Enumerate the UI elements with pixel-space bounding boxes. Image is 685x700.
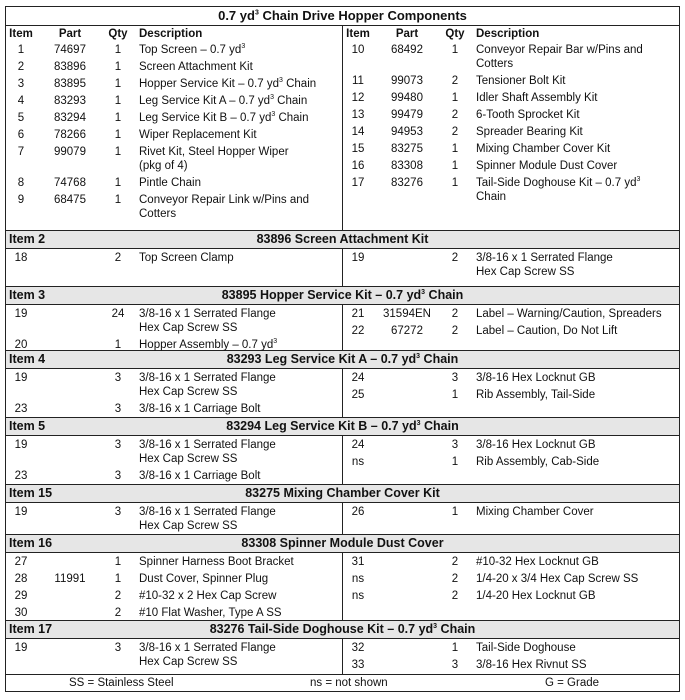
quantity: 2 [114,252,122,264]
right-column [343,639,679,674]
part-number: 99073 [391,75,423,87]
item-number: 19 [14,506,28,518]
description-line: Cotters [139,208,177,220]
part-number: 31594EN [383,308,431,320]
description-line: 3/8-16 x 1 Serrated Flange [476,252,613,264]
item-number: ns [351,456,365,468]
description-line: Hex Cap Screw SS [139,656,238,668]
right-column [343,553,679,620]
left-column [6,553,343,620]
section-item-label: Item 17 [9,622,53,636]
quantity: 1 [451,456,459,468]
description-line: Tail-Side Doghouse [476,642,576,654]
kit-section [6,485,679,535]
quantity: 2 [451,325,459,337]
section-title: 83308 Spinner Module Dust Cover [241,536,444,550]
description-line: Rivet Kit, Steel Hopper Wiper [139,146,289,158]
right-column [343,503,679,534]
item-number: 10 [351,44,365,56]
header-qty: Qty [108,28,128,40]
part-number: 74697 [54,44,86,56]
item-number: 6 [17,129,25,141]
section-header [6,621,679,639]
quantity: 3 [114,439,122,451]
description-line: Top Screen – 0.7 $yd^3$ [139,43,246,56]
quantity: 3 [114,506,122,518]
item-number: 7 [17,146,25,158]
legend-ns: ns = not shown [310,677,388,689]
kit-section [6,418,679,485]
quantity: 3 [451,439,459,451]
item-number: 23 [14,403,28,415]
description-line: Conveyor Repair Link w/Pins and [139,194,310,206]
legend-ss: SS = Stainless Steel [69,677,174,689]
section-title: 83895 Hopper Service Kit – 0.7 $yd^3$ Chain [221,288,464,302]
quantity: 3 [451,659,459,671]
kit-section [6,287,679,351]
description-line: 3/8-16 x 1 Serrated Flange [139,642,276,654]
quantity: 1 [114,177,122,189]
description-line: 1/4-20 x 3/4 Hex Cap Screw SS [476,573,639,585]
quantity: 1 [114,112,122,124]
description-line: Hex Cap Screw SS [139,520,238,532]
quantity: 1 [451,642,459,654]
left-column [6,436,343,484]
description-line: 3/8-16 Hex Locknut GB [476,372,596,384]
left-column [6,305,343,350]
part-number: 83308 [391,160,423,172]
description-line: Label – Warning/Caution, Spreaders [476,308,662,320]
section-header [6,287,679,305]
item-number: 11 [352,75,364,87]
page-title: 0.7 $yd^3$ Chain Drive Hopper Components [6,7,679,26]
quantity: 2 [451,556,459,568]
quantity: 3 [114,403,122,415]
header-part: Part [58,28,82,40]
item-number: 18 [14,252,28,264]
description-line: Label – Caution, Do Not Lift [476,325,618,337]
section-header [6,485,679,503]
quantity: 2 [451,75,459,87]
kit-section [6,351,679,418]
description-line: Tensioner Bolt Kit [476,75,566,87]
part-number: 67272 [391,325,423,337]
item-number: 24 [351,439,365,451]
description-line: Cotters [476,58,514,70]
right-column [343,305,679,350]
section-header [6,351,679,369]
section-title: 83294 Leg Service Kit B – 0.7 $yd^3$ Chain [226,419,459,433]
part-number: 99079 [54,146,86,158]
section-title: 83275 Mixing Chamber Cover Kit [245,486,440,500]
description-line: 3/8-16 x 1 Serrated Flange [139,372,276,384]
description-line: 6-Tooth Sprocket Kit [476,109,580,121]
part-number: 83293 [54,95,86,107]
quantity: 2 [451,126,459,138]
quantity: 24 [111,308,125,320]
description-line: Hex Cap Screw SS [139,453,238,465]
left-column [6,26,343,230]
description-line: Rib Assembly, Cab-Side [476,456,600,468]
quantity: 1 [114,61,122,73]
right-column [343,369,679,417]
item-number: 21 [351,308,365,320]
quantity: 2 [451,252,459,264]
description-line: Hopper Service Kit – 0.7 $yd^3$ Chain [139,77,317,90]
quantity: 1 [451,389,459,401]
item-number: 19 [14,372,28,384]
section-header [6,418,679,436]
section-title: 83896 Screen Attachment Kit [256,232,429,246]
description-line: 3/8-16 x 1 Serrated Flange [139,439,276,451]
item-number: 32 [351,642,365,654]
quantity: 2 [451,109,459,121]
description-line: Conveyor Repair Bar w/Pins and [476,44,643,56]
description-line: Leg Service Kit A – 0.7 $yd^3$ Chain [139,94,308,107]
quantity: 2 [451,573,459,585]
main-components-section [6,26,679,231]
description-line: 3/8-16 x 1 Serrated Flange [139,506,276,518]
quantity: 3 [451,372,459,384]
quantity: 1 [114,556,122,568]
item-number: 19 [14,642,28,654]
quantity: 2 [451,308,459,320]
description-line: 3/8-16 x 1 Serrated Flange [139,308,276,320]
quantity: 3 [114,470,122,482]
description-line: Spinner Module Dust Cover [476,160,618,172]
description-line: #10-32 Hex Locknut GB [476,556,599,568]
header-description: Description [476,28,540,40]
part-number: 68492 [391,44,423,56]
section-header [6,535,679,553]
item-number: 26 [351,506,365,518]
description-line: Rib Assembly, Tail-Side [476,389,596,401]
quantity: 1 [451,44,459,56]
description-line: Hex Cap Screw SS [139,322,238,334]
description-line: Mixing Chamber Cover Kit [476,143,611,155]
description-line: Dust Cover, Spinner Plug [139,573,269,585]
left-column [6,369,343,417]
quantity: 1 [114,194,122,206]
item-number: ns [351,573,365,585]
section-item-label: Item 16 [9,536,53,550]
description-line: Leg Service Kit B – 0.7 $yd^3$ Chain [139,111,309,124]
description-line: Spinner Harness Boot Bracket [139,556,294,568]
item-number: 8 [17,177,25,189]
header-part: Part [395,28,419,40]
item-number: 30 [14,607,28,619]
section-item-label: Item 15 [9,486,53,500]
section-header [6,231,679,249]
item-number: 19 [14,308,28,320]
item-number: 13 [351,109,365,121]
description-line: (pkg of 4) [139,160,188,172]
description-line: Mixing Chamber Cover [476,506,594,518]
item-number: 14 [351,126,365,138]
quantity: 1 [114,78,122,90]
item-number: ns [351,590,365,602]
part-number: 83896 [54,61,86,73]
item-number: 15 [351,143,365,155]
kit-section [6,231,679,287]
description-line: #10-32 x 2 Hex Cap Screw [139,590,277,602]
part-number: 94953 [391,126,423,138]
item-number: 2 [17,61,25,73]
quantity: 2 [451,590,459,602]
header-item: Item [346,28,370,40]
item-number: 23 [14,470,28,482]
item-number: 19 [351,252,365,264]
item-number: 27 [14,556,28,568]
item-number: 16 [351,160,365,172]
right-column [343,26,679,230]
quantity: 1 [451,160,459,172]
item-number: 33 [351,659,365,671]
legend-footer [6,675,679,691]
section-title: 83293 Leg Service Kit A – 0.7 $yd^3$ Chain [226,352,459,366]
description-line: Spreader Bearing Kit [476,126,583,138]
header-qty: Qty [445,28,465,40]
description-line: Hopper Assembly – 0.7 $yd^3$ [139,338,278,351]
part-number: 74768 [54,177,86,189]
quantity: 1 [114,44,122,56]
item-number: 22 [351,325,365,337]
description-line: 1/4-20 Hex Locknut GB [476,590,596,602]
quantity: 3 [114,372,122,384]
section-item-label: Item 5 [9,419,46,433]
left-column [6,503,343,534]
description-line: Pintle Chain [139,177,202,189]
description-line: 3/8-16 Hex Locknut GB [476,439,596,451]
quantity: 2 [114,607,122,619]
item-number: 4 [17,95,25,107]
quantity: 1 [451,143,459,155]
quantity: 1 [451,177,459,189]
quantity: 1 [114,573,122,585]
description-line: Tail-Side Doghouse Kit – 0.7 $yd^3$ [476,176,641,189]
quantity: 1 [114,129,122,141]
quantity: 1 [114,339,122,351]
item-number: 19 [14,439,28,451]
header-item: Item [9,28,33,40]
item-number: 9 [17,194,25,206]
item-number: 25 [351,389,365,401]
kit-section [6,621,679,675]
description-line: Wiper Replacement Kit [139,129,257,141]
part-number: 83275 [391,143,423,155]
part-number: 78266 [54,129,86,141]
kit-section [6,535,679,621]
description-line: 3/8-16 x 1 Carriage Bolt [139,470,261,482]
quantity: 1 [451,506,459,518]
description-line: Hex Cap Screw SS [476,266,575,278]
item-number: 24 [351,372,365,384]
description-line: #10 Flat Washer, Type A SS [139,607,282,619]
table-body [6,26,679,675]
part-number: 99480 [391,92,423,104]
section-title: 83276 Tail-Side Doghouse Kit – 0.7 $yd^3$ Chain [209,622,476,636]
description-line: Screen Attachment Kit [139,61,253,73]
quantity: 1 [114,146,122,158]
item-number: 28 [14,573,28,585]
part-number: 83294 [54,112,86,124]
item-number: 17 [351,177,365,189]
item-number: 20 [14,339,28,351]
description-line: Idler Shaft Assembly Kit [476,92,598,104]
quantity: 3 [114,642,122,654]
part-number: 83276 [391,177,423,189]
description-line: Top Screen Clamp [139,252,234,264]
legend-grade: G = Grade [545,677,600,689]
item-number: 31 [351,556,365,568]
item-number: 12 [351,92,365,104]
parts-table [5,6,680,692]
section-item-label: Item 4 [9,352,46,366]
part-number: 68475 [54,194,86,206]
quantity: 1 [451,92,459,104]
description-line: 3/8-16 x 1 Carriage Bolt [139,403,261,415]
quantity: 1 [114,95,122,107]
section-item-label: Item 3 [9,288,46,302]
right-column [343,436,679,484]
part-number: 83895 [54,78,86,90]
item-number: 29 [14,590,28,602]
section-item-label: Item 2 [9,232,46,246]
description-line: 3/8-16 Hex Rivnut SS [476,659,587,671]
quantity: 2 [114,590,122,602]
right-column [343,249,679,286]
item-number: 3 [17,78,25,90]
description-line: Hex Cap Screw SS [139,386,238,398]
description-line: Chain [476,191,507,203]
left-column [6,639,343,674]
header-description: Description [139,28,203,40]
part-number: 99479 [391,109,423,121]
item-number: 5 [17,112,25,124]
left-column [6,249,343,286]
item-number: 1 [17,44,25,56]
part-number: 11991 [54,573,86,585]
